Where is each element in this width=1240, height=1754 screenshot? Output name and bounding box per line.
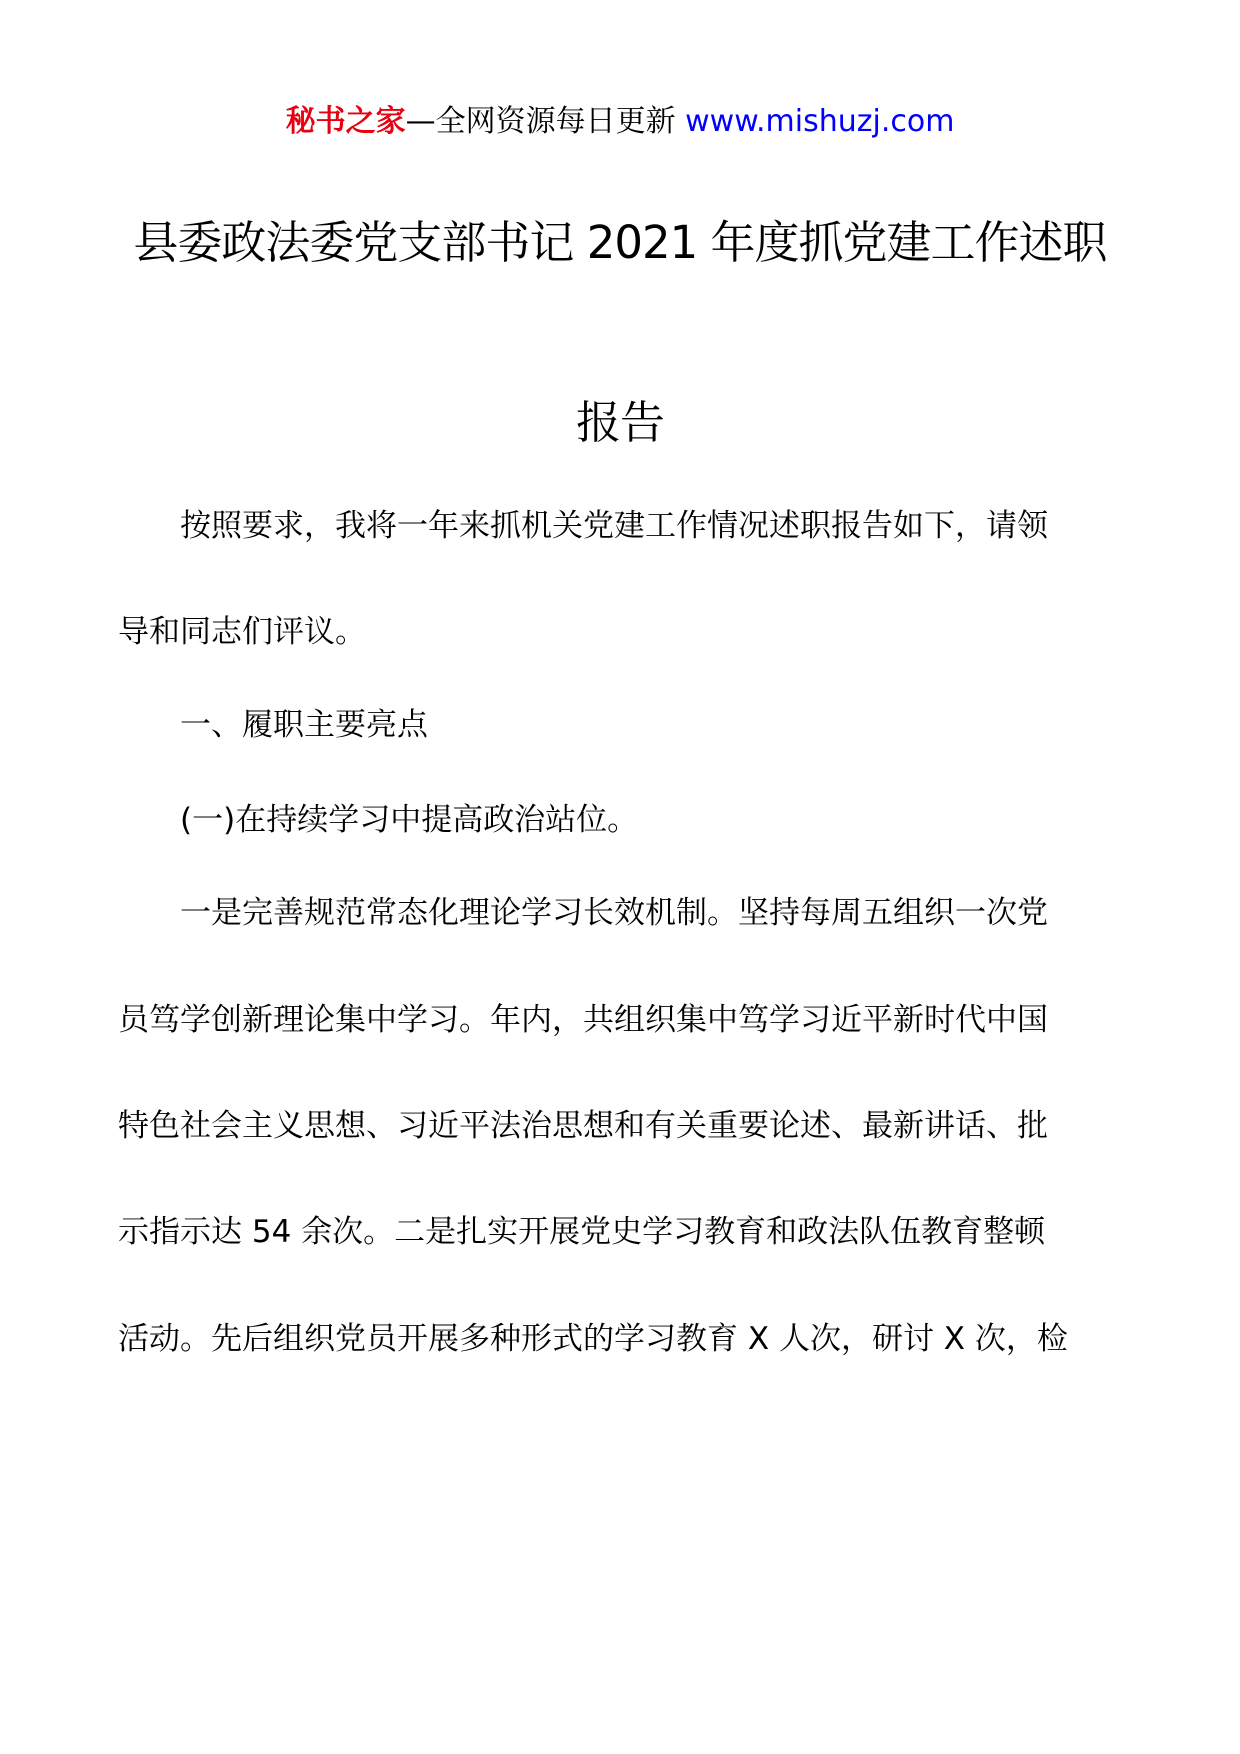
site-brand: 秘书之家 [285, 104, 406, 139]
site-tagline: —全网资源每日更新 [405, 104, 686, 139]
body-line-2: 导和同志们评议。 [118, 614, 366, 650]
body-line-5: 特色社会主义思想、习近平法治思想和有关重要论述、最新讲话、批 [118, 1108, 1048, 1144]
subsection-heading-1: (一)在持续学习中提高政治站位。 [180, 802, 639, 838]
body-line-6: 示指示达 54 余次。二是扎实开展党史学习教育和政法队伍教育整顿 [118, 1214, 1046, 1250]
section-heading-1: 一、履职主要亮点 [180, 707, 428, 743]
body-line-1: 按照要求，我将一年来抓机关党建工作情况述职报告如下，请领 [180, 508, 1048, 544]
body-line-4: 员笃学创新理论集中学习。年内，共组织集中笃学习近平新时代中国 [118, 1002, 1048, 1038]
site-header [0, 100, 1240, 144]
body-line-3: 一是完善规范常态化理论学习长效机制。坚持每周五组织一次党 [180, 895, 1048, 931]
document-title-line-2: 报告 [575, 396, 664, 449]
body-line-7: 活动。先后组织党员开展多种形式的学习教育 X 人次，研讨 X 次，检 [118, 1321, 1068, 1357]
document-title-line-1: 县委政法委党支部书记 2021 年度抓党建工作述职 [133, 216, 1107, 269]
site-url-link[interactable]: www.mishuzj.com [685, 104, 955, 139]
